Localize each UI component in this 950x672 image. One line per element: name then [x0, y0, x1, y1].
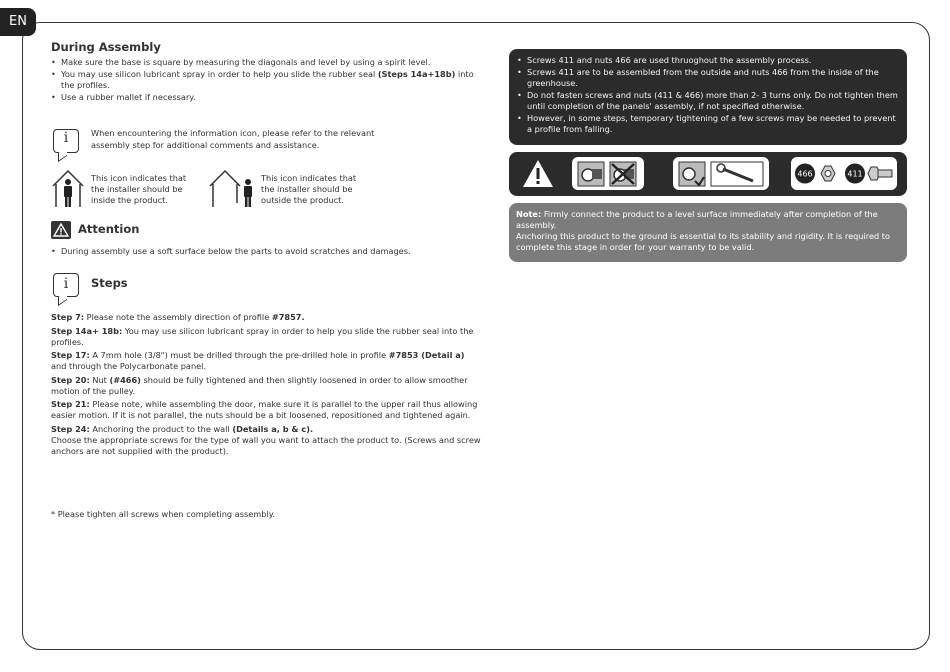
step-text: A 7mm hole (3/8") must be drilled through the pre-drilled hole in profile: [89, 350, 389, 360]
step-text: and through the Polycarbonate panel.: [51, 361, 207, 371]
step-7: [51, 312, 481, 323]
step-text: You may use silicon lubricant spray in order to help you slide the rubber seal into the profiles.: [51, 325, 474, 347]
tighten-note: * Please tighten all screws when completing assembly.: [51, 509, 275, 519]
anchoring-note-box: [509, 203, 907, 262]
step-label: Step 14a+ 18b:: [51, 325, 123, 336]
step-20: [51, 375, 481, 397]
attention-list: [51, 246, 481, 258]
list-item: [51, 69, 481, 91]
screws-info-box: [509, 49, 907, 145]
list-item: • Use a rubber mallet if necessary.: [51, 92, 481, 103]
step-text: should be fully tightened and then slightly loosened in order to allow smoother motion of the pulley.: [51, 374, 468, 396]
step-text: Nut: [89, 374, 110, 385]
step-24: [51, 424, 481, 435]
info-glyph: i: [63, 276, 69, 292]
step-bold: (#466): [109, 374, 141, 385]
step-label: Step 24:: [51, 423, 90, 434]
step-label: Step 7:: [51, 312, 85, 322]
note-label: Note:: [516, 209, 542, 219]
list-item: • Do not fasten screws and nuts (411 & 466) more than 2- 3 turns only. Do not tighten them until completion of the panels' assembly, if not specified otherwise.: [517, 90, 899, 112]
list-item-text: You may use silicon lubricant spray in order to help you slide the rubber seal: [61, 69, 378, 79]
list-item: • However, in some steps, temporary tightening of a few screws may be needed to prevent a profile from falling.: [517, 113, 899, 135]
info-icon-text: When encountering the information icon, please refer to the relevant assembly step for additional comments and assistance.: [91, 128, 375, 150]
step-text: Please note the assembly direction of profile: [84, 312, 272, 322]
list-item: • During assembly use a soft surface below the parts to avoid scratches and damages.: [51, 246, 481, 257]
inside-icon-text: This icon indicates that the installer should be inside the product.: [91, 173, 187, 205]
parts-legend: [791, 157, 897, 190]
anchoring-note: [516, 209, 901, 253]
during-assembly-section: [51, 42, 481, 104]
caution-icon: [521, 158, 555, 190]
step-14a-18b: [51, 326, 481, 348]
step-17: [51, 350, 481, 372]
step-label: Step 20:: [51, 374, 90, 385]
screw-part-number: 411: [847, 169, 863, 179]
step-21: [51, 399, 481, 421]
steps-title: Steps: [91, 276, 128, 290]
step-label: Step 21:: [51, 399, 90, 409]
note-text: Anchoring this product to the ground is essential to its stability and rigidity. It is required to complete this stage in order for your warranty to be valid.: [516, 231, 891, 252]
attention-title: Attention: [78, 222, 140, 236]
info-icon: [53, 129, 79, 153]
during-assembly-list: [51, 57, 481, 103]
during-assembly-title: During Assembly: [51, 40, 161, 54]
step-bold: #7857.: [271, 312, 305, 322]
wrench-tighten-icon: [673, 157, 769, 190]
list-item-text: into the profiles.: [61, 69, 474, 90]
list-item: • Screws 411 and nuts 466 are used thruoghout the assembly process.: [517, 55, 899, 66]
info-icon: [53, 273, 79, 297]
installer-outside-icon: [208, 168, 260, 208]
step-text: Please note, while assembling the door, make sure it is parallel to the upper rail thus allowing easier motion. If it is not parallel, the nuts should be a bit loosened, repositioned and tightened again.: [51, 399, 478, 420]
steps-list: [51, 312, 481, 459]
step-24-detail: Choose the appropriate screws for the type of wall you want to attach the product to. (Screws and screw anchors are not supplied with the product).: [51, 434, 481, 456]
installer-inside-icon: [51, 168, 85, 208]
screws-info-list: [517, 55, 899, 136]
info-glyph: i: [63, 130, 69, 146]
hardware-icon-bar: [509, 152, 907, 196]
outside-icon-text: This icon indicates that the installer should be outside the product.: [261, 173, 357, 205]
step-text: Anchoring the product to the wall: [89, 423, 233, 434]
list-item: • Make sure the base is square by measuring the diagonals and level by using a spirit level.: [51, 57, 481, 68]
note-text: Firmly connect the product to a level surface immediately after completion of the assembly.: [516, 209, 878, 230]
language-tab: EN: [0, 8, 36, 36]
list-item-bold: (Steps 14a+18b): [377, 69, 456, 79]
step-label: Step 17:: [51, 350, 90, 360]
no-overtighten-icons: [572, 157, 644, 190]
nut-part-number: 466: [797, 169, 813, 179]
step-bold: (Details a, b & c).: [232, 423, 314, 434]
list-item: • Screws 411 are to be assembled from the outside and nuts 466 from the inside of the greenhouse.: [517, 67, 899, 89]
warning-icon: [51, 221, 71, 239]
step-bold: #7853 (Detail a): [388, 350, 465, 360]
